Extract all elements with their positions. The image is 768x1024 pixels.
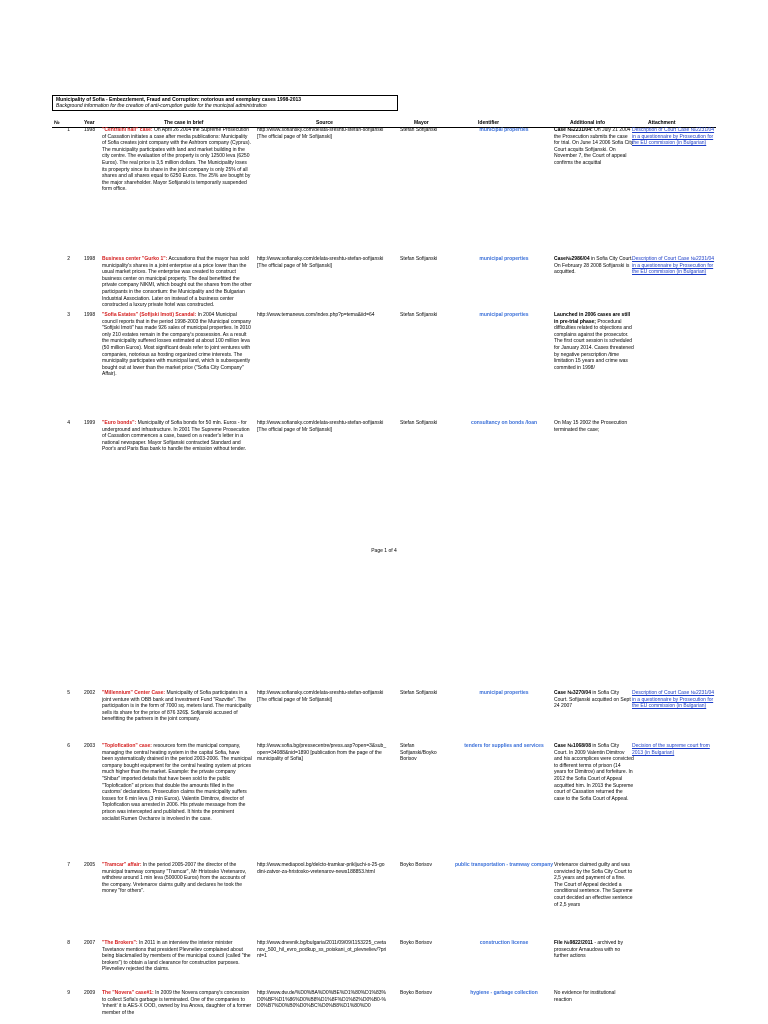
row-source: http://www.mediapool.bg/delcto-tramkar-prikljuchi-s-25-godini-zatvor-za-hristosko-vretenarov-news188853.html bbox=[257, 862, 385, 875]
row-attachment-link[interactable]: Description of Court Case №2231/04 in a questionnaire by Prosecution for the EU commission (in Bulgarian) bbox=[632, 127, 715, 147]
row-number: 1 bbox=[67, 127, 70, 133]
row-case bbox=[102, 690, 252, 723]
row-mayor: Stefan Sofijanski bbox=[400, 690, 438, 696]
case-text: Accusations that the mayor has sold municipality's shares in a joint enterprise at a price lower than the usual market prices. The enterprise was created to construct business center on municipal property. The deal benefitted the private company NIKMI, which bought out the shares from the other participants in the consortium: the Municipality and the Bulgarian Industrial Association. Later on instead of a business center constructed a luxury private hotel was constructed. bbox=[102, 256, 252, 309]
info-text: in Sofia City Court. On February 28 2008 Sofijanski is acquitted. bbox=[554, 256, 633, 276]
case-title: Business center "Gurko 1": bbox=[102, 256, 168, 262]
row-year: 1998 bbox=[84, 256, 96, 262]
document-title-box bbox=[52, 95, 398, 111]
case-title: "The Brokers": bbox=[102, 940, 138, 946]
header-info: Additional info bbox=[570, 120, 605, 126]
row-case bbox=[102, 743, 252, 822]
row-mayor: Boyko Borisov bbox=[400, 862, 432, 868]
info-case-number: File №9822/2011 bbox=[554, 940, 593, 946]
row-attachment-link[interactable]: Description of Court Case №2231/04 in a questionnaire by Prosecution for the EU commission (in Bulgarian) bbox=[632, 690, 715, 710]
row-number: 2 bbox=[67, 256, 70, 262]
row-identifier: municipal properties bbox=[479, 690, 529, 696]
row-year: 1998 bbox=[84, 127, 96, 133]
row-additional-info bbox=[554, 420, 634, 433]
page-number: Page 1 of 4 bbox=[371, 548, 397, 554]
case-title: "Toplofication" case: bbox=[102, 743, 152, 749]
row-attachment-link[interactable]: Decision of the supreme court from 2013 (in Bulgarian) bbox=[632, 743, 710, 756]
row-identifier: hygiene - garbage collection bbox=[470, 990, 538, 996]
row-source: http://www.temanews.com/index.php?p=tema&iid=64 bbox=[257, 312, 375, 318]
row-additional-info bbox=[554, 690, 634, 710]
case-text: In the period 2005-2007 the director of the municipal tramway company "Tramcar", Mr Hristosko Vretenarov, withdrew around 1 min leva (500000 Euros) from the accounts of the company. Vretenarov claims guilty and declares he took the money "for others". bbox=[102, 862, 246, 895]
row-additional-info bbox=[554, 127, 634, 167]
case-text: resources form the municipal company, managing the central heating system in the capital Sofia, have been systematically drained in the period 2003-2006. The municipal company bought equipment for the central heating system at prices much higher than the market. Example: the private company "Shibar" imported details that have been sold to the public "Toplofication" at prices that double the amounts filled in the customs' declarations. Prosecution claims the municipality suffers losses for 6 min leva (3 min Euros). Valentin Dimitrov, director of Toplofication was arrested in 2006. His private message from the prison was intercepted and published. It hints the prominent socialist Rumen Ovcharov is involved in the case. bbox=[102, 743, 252, 822]
row-source: http://www.sofiansky.com/delata-sreshtu-stefan-sofijanski [The official page of Mr Sofijanski] bbox=[257, 690, 384, 703]
row-source: http://www.sofiansky.com/delata-sreshtu-stefan-sofijanski [The official page of Mr Sofijanski] bbox=[257, 256, 384, 269]
row-identifier: municipal properties bbox=[479, 312, 529, 318]
row-source: http://www.sofiansky.com/delata-sreshtu-stefan-sofijanski [The official page of Mr Sofijanski] bbox=[257, 420, 384, 433]
row-number: 8 bbox=[67, 940, 70, 946]
row-mayor: Stefan Sofijanski/Boyko Borisov bbox=[400, 743, 437, 763]
row-mayor: Stefan Sofijanski bbox=[400, 256, 438, 262]
case-text: In 2011 in an interview the interior minister Tsvetanov mentions that president Plevneliev complained about being blackmailed by members of the municipal council (called "the brokers") to obtain a land clearance for construction purposes. Plevneliev rejected the claims. bbox=[102, 940, 251, 973]
row-number: 4 bbox=[67, 420, 70, 426]
info-text: On July 21 2004 the Prosecution submits the case for trial. On June 14 2006 Sofia City Court acquits Sofijanski. On November 7, the Court of appeal confirms the acquittal bbox=[554, 127, 634, 166]
row-year: 2003 bbox=[84, 743, 96, 749]
row-additional-info bbox=[554, 312, 634, 371]
row-identifier: consultancy on bonds /loan bbox=[470, 420, 538, 426]
row-attachment-link[interactable]: Description of Court Case №2231/04 in a questionnaire by Prosecution for the EU commission (in Bulgarian) bbox=[632, 256, 715, 276]
row-number: 3 bbox=[67, 312, 70, 318]
case-title: "Tramcar" affair: bbox=[102, 862, 142, 868]
row-identifier: municipal properties bbox=[479, 256, 529, 262]
header-mayor: Mayor bbox=[414, 120, 429, 126]
row-year: 2007 bbox=[84, 940, 96, 946]
header-no: № bbox=[54, 120, 60, 126]
row-identifier: tenders for supplies and services bbox=[464, 743, 544, 749]
header-year: Year bbox=[84, 120, 95, 126]
row-source: http://www.dw.de/%D0%BA%D0%BE%D1%80%D1%83%D0%BF%D1%86%D0%B8%D1%8F%D1%82%D0%B0-%D0%B7%D0%B0%D0%BC%D0%B8%D1%80%D0 bbox=[257, 990, 386, 1010]
row-case bbox=[102, 420, 252, 453]
row-additional-info bbox=[554, 990, 634, 1003]
info-text: Vretenarov claimed guilty and was convicted by the Sofia City Court to 2,5 years and payment of a fine. The Court of Appeal decided a conditional sentence. The Supreme court decided an effective sentence of 2,5 years bbox=[554, 862, 633, 908]
info-case-number: Case №1068/08 bbox=[554, 743, 591, 749]
row-case bbox=[102, 127, 252, 193]
case-text: Municipality of Sofia bonds for 50 mln. Euros - for underground and infrastructure. In 2001 The Supreme Prosecution of Cassation commences a case, based on a reader's letter in a national newspaper. Mayor Sofijanski contracted Standard and Poor's and Paris Bas bank to handle the emission without tender. bbox=[102, 420, 250, 453]
info-text: - archived by prosecutor Arnaudova with no further actions bbox=[554, 940, 623, 960]
info-text: in Sofia City Court. In 2009 Valentin Dimitrov and his accomplices were convicted to different terms of prison (14 years for Dimitrov) and forfeiture. In 2012 the Sofia Court of Appeal acquitted him. In 2013 the Supreme court of Cassation returned the case to the Sofia Court of Appeal. bbox=[554, 743, 634, 802]
info-text: Procedural difficulties related to objections and complains against the prosecutor. The first court session is scheduled for January 2014. Cases threatened by negative perscription /time limitation 15 years and crime was commited in 1998/ bbox=[554, 318, 634, 371]
row-case bbox=[102, 312, 252, 378]
case-title: "Centralni hali" case: bbox=[102, 127, 153, 133]
row-year: 2009 bbox=[84, 990, 96, 996]
case-title: "Euro bonds": bbox=[102, 420, 137, 426]
document-subtitle: Background information for the creation of anti-corruption guide for the municipal administration bbox=[56, 103, 267, 109]
row-additional-info bbox=[554, 862, 634, 908]
row-year: 2002 bbox=[84, 690, 96, 696]
row-source: http://www.dnevnik.bg/bulgaria/2011/09/09/1153225_cvetanov_500_hil_evro_podkup_ss_poiskani_ot_plevneliev/?print=1 bbox=[257, 940, 387, 960]
row-case bbox=[102, 940, 252, 973]
case-title: The "Novera" case#1: bbox=[102, 990, 154, 996]
info-case-number: Launched in 2006 cases are still in pre-trial phase; bbox=[554, 312, 631, 325]
info-text: in Sofia City Court. Sofijanski acquitted on Sept 24 2007 bbox=[554, 690, 631, 710]
row-identifier: public transportation - tramway company bbox=[454, 862, 554, 868]
row-case bbox=[102, 862, 252, 895]
row-number: 6 bbox=[67, 743, 70, 749]
row-additional-info bbox=[554, 743, 634, 802]
row-mayor: Boyko Borisov bbox=[400, 940, 432, 946]
case-title: "Sofia Estates" (Sofijski Imoti) Scandal: bbox=[102, 312, 197, 318]
case-title: "Millennium" Center Case: bbox=[102, 690, 166, 696]
row-mayor: Stefan Sofijanski bbox=[400, 420, 438, 426]
row-year: 1998 bbox=[84, 312, 96, 318]
row-mayor: Boyko Borisov bbox=[400, 990, 432, 996]
header-case: The case in brief bbox=[164, 120, 204, 126]
document-title: Municipality of Sofia - Embezzlement, Fraud and Corruption: notorious and exemplary cases 1998-2013 bbox=[56, 97, 302, 103]
case-text: Municipality of Sofia participates in a joint venture with OBB bank and Investment Fund "Razvitie". The participation is in the form of 7000 sq. meters land. The municipality sells its share for the price of 876 326$. Sofijanski accused of benefitting the partners in the joint company. bbox=[102, 690, 252, 723]
row-identifier: construction license bbox=[479, 940, 529, 946]
row-number: 9 bbox=[67, 990, 70, 996]
case-text: In 2009 the Novera company's concession to collect Sofia's garbage is terminated. One of the companies to 'inherit' it is AES-X OOD, owned by Ina Anova, daughter of a former member of the bbox=[102, 990, 252, 1016]
row-mayor: Stefan Sofijanski bbox=[400, 312, 438, 318]
row-year: 1999 bbox=[84, 420, 96, 426]
header-source: Source bbox=[316, 120, 333, 126]
row-number: 5 bbox=[67, 690, 70, 696]
header-attachment: Attachment bbox=[648, 120, 676, 126]
case-text: On April 26 2004 the Supreme Prosecution of Cassation initiates a case after media publications: Municipality of Sofia creates joint company with the Ashtrom company (Cyprus). The municipality participates with land and market building in the city centre. The evaluation of the property is only 12500 leva (6250 Euros). The real price is 3,5 million dollars. The Municipality loses its propeprty since its share in the joint company is only 25% of all shares and all shares equal to 6250 Euros. The 25% are bought by the major shareholder. Mayor Sofijanski is temporarily suspended form office. bbox=[102, 127, 251, 193]
info-text: On May 15 2002 the Prosecution terminated the case; bbox=[554, 420, 628, 433]
info-text: No evidence for institutional reaction bbox=[554, 990, 616, 1003]
case-text: In 2004 Municipal council reports that in the period 1998-2003 the Municipal company "Sofijski Imoti" has made 926 sales of municipal properties. In 2010 only 210 estates remain in the company's possession. As a result the municipality suffered losses estimated at about 100 million leva (50 million Euros). Most significant deals refer to joint ventures with companies, notorious as hosting organized crime interests. The municipality participates with municipal land, which is subsequently bought out at lower than the market price ("Sofia City Company" Affair). bbox=[102, 312, 251, 378]
row-source: http://www.sofiansky.com/delata-sreshtu-stefan-sofijanski [The official page of Mr Sofijanski] bbox=[257, 127, 384, 140]
info-case-number: Case №3270/04 bbox=[554, 690, 591, 696]
header-identifier: Identifier bbox=[478, 120, 500, 126]
row-source: http://www.sofia.bg/pressecentre/press.asp?open=3&sub_open=34088&nid=1890 [publication from the page of the municipality of Sofia] bbox=[257, 743, 387, 763]
row-identifier: municipal properties bbox=[479, 127, 529, 133]
row-case bbox=[102, 990, 252, 1016]
info-case-number: Case №2231/04: bbox=[554, 127, 593, 133]
row-mayor: Stefan Sofijanski bbox=[400, 127, 438, 133]
row-year: 2005 bbox=[84, 862, 96, 868]
row-number: 7 bbox=[67, 862, 70, 868]
row-additional-info bbox=[554, 256, 634, 276]
row-case bbox=[102, 256, 252, 309]
info-case-number: Case№2986/04 bbox=[554, 256, 590, 262]
row-additional-info bbox=[554, 940, 634, 960]
